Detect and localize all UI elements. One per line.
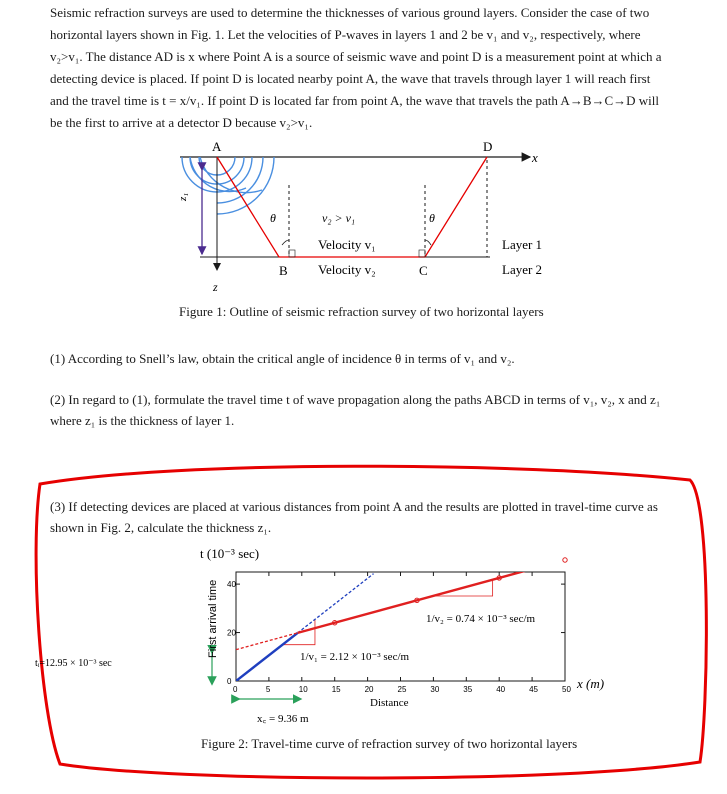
- chart-side-label: First arrival time: [207, 579, 219, 658]
- annotation-slope-1: 1/v₁ = 2.12 × 10⁻³ sec/m: [300, 651, 410, 663]
- y-tick-label: 0: [227, 677, 232, 686]
- x-tick-label: 20: [364, 685, 374, 694]
- label-x: x: [532, 150, 538, 165]
- angle-arc-b: [282, 240, 289, 245]
- y-tick-label: 20: [227, 628, 236, 638]
- chart-y-unit-label: t (10⁻³ sec): [200, 546, 260, 561]
- figure-2-caption: Figure 2: Travel-time curve of refraction survey of two horizontal layers: [201, 736, 578, 751]
- right-angle-c: [419, 250, 425, 257]
- data-point: [563, 558, 567, 562]
- chart-x-unit-label: x (m): [577, 676, 605, 691]
- x-tick-label: 10: [298, 685, 308, 694]
- x-tick-label: 0: [233, 685, 238, 694]
- label-velocity-1: Velocity v₁: [318, 237, 376, 252]
- x-tick-label: 25: [397, 685, 407, 694]
- label-theta-b: θ: [270, 211, 276, 225]
- intro-line-2: horizontal layers shown in Fig. 1. Let the velocities of P-waves in layers 1 and 2 be v₁ and v₂, respectively, where: [50, 27, 641, 42]
- label-layer-1: Layer 1: [502, 237, 543, 252]
- angle-arc-c: [425, 240, 431, 245]
- question-2-line-1: (2) In regard to (1), formulate the travel time t of wave propagation along the paths ABCD in terms of v₁, v₂, x and z₁: [50, 392, 661, 407]
- x-tick-label: 30: [430, 685, 440, 694]
- y-tick-label: 40: [227, 580, 236, 590]
- label-a: A: [212, 139, 222, 154]
- label-z: z: [213, 280, 218, 294]
- label-d: D: [483, 139, 493, 154]
- right-angle-b: [289, 250, 295, 257]
- question-3-line-2: shown in Fig. 2, calculate the thickness z₁.: [50, 520, 272, 535]
- label-z1: z₁: [177, 192, 189, 201]
- label-layer-2: Layer 2: [502, 262, 543, 277]
- chart-x-title: Distance: [370, 697, 409, 709]
- x-tick-label: 15: [331, 685, 341, 694]
- x-tick-label: 5: [265, 685, 271, 694]
- label-c: C: [419, 263, 428, 278]
- plot-frame: [236, 572, 565, 681]
- x-tick-label: 35: [463, 685, 473, 694]
- series-line-1: [298, 574, 374, 633]
- label-b: B: [279, 263, 288, 278]
- annotation-slope-2: 1/v₂ = 0.74 × 10⁻³ sec/m: [426, 613, 536, 625]
- annotation-intercept: tᵢ=12.95 × 10⁻³ sec: [35, 658, 112, 669]
- question-3-line-1: (3) If detecting devices are placed at various distances from point A and the results are plotted in travel-time curve as: [50, 499, 658, 514]
- annotation-crossover: x꜀ = 9.36 m: [257, 713, 309, 725]
- travel-time-chart: [0, 540, 727, 740]
- x-tick-label: 50: [562, 685, 571, 694]
- question-2-line-2: where z₁ is the thickness of layer 1.: [50, 413, 235, 428]
- intro-line-1: Seismic refraction surveys are used to determine the thicknesses of various ground layers. Consider the case of two: [50, 5, 650, 20]
- intro-line-3: v₂>v₁. The distance AD is x where Point A is a source of seismic wave and point D is a measurement point at which a: [50, 49, 662, 64]
- x-tick-label: 40: [496, 685, 506, 694]
- intro-line-6: be the first to arrive at a detector D because v₂>v₁.: [50, 115, 313, 130]
- label-theta-c: θ: [429, 211, 435, 225]
- intro-line-5: and the travel time is t = x/v₁. If point D is located far from point A, the wave that travels the path A→B→C→D will: [50, 93, 660, 108]
- intro-line-4: detecting device is placed. If point D is located nearby point A, the wave that travels through layer 1 will reach first: [50, 71, 651, 86]
- label-v-relation: v₂ > v₁: [322, 211, 356, 225]
- wavefront-arcs: [182, 157, 274, 214]
- question-1: (1) According to Snell’s law, obtain the critical angle of incidence θ in terms of v₁ and v₂.: [50, 351, 515, 366]
- figure-1-diagram: [0, 130, 727, 430]
- figure-1-caption: Figure 1: Outline of seismic refraction survey of two horizontal layers: [179, 304, 544, 319]
- label-velocity-2: Velocity v₂: [318, 262, 376, 277]
- series-line-0: [236, 633, 298, 681]
- x-tick-label: 45: [529, 685, 539, 694]
